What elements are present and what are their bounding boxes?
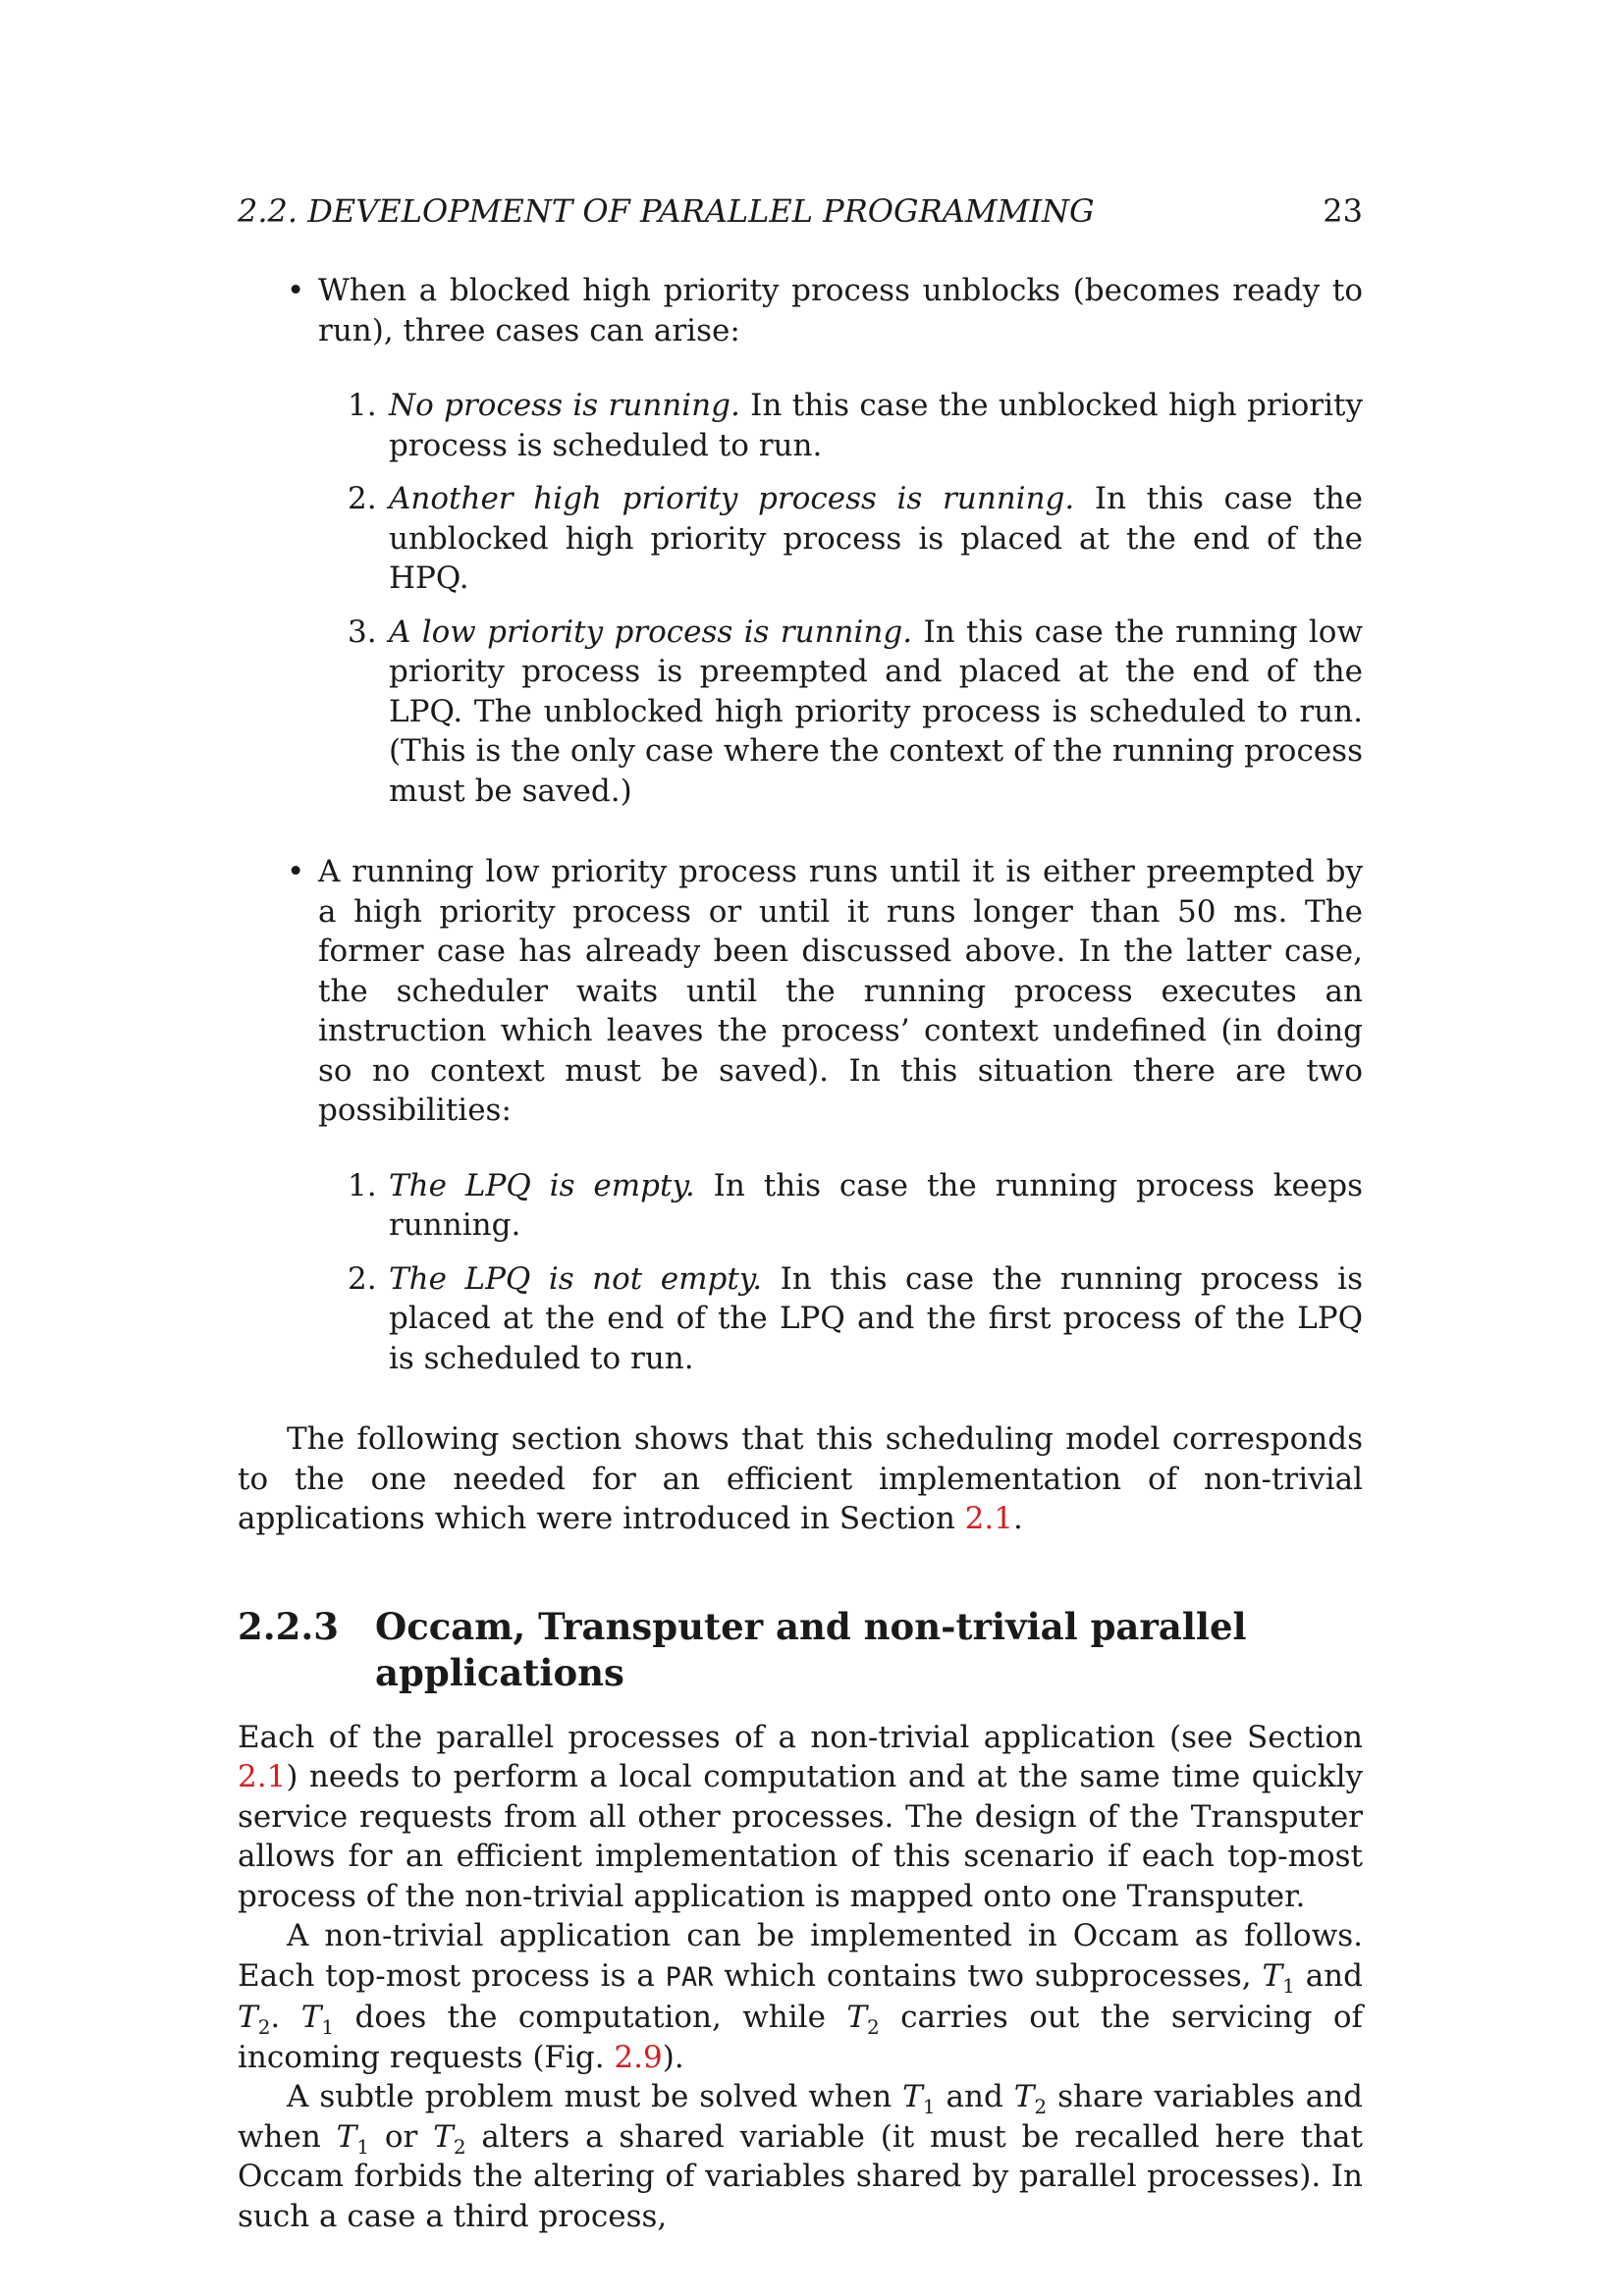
case-text: In this case the running low priority process is preempted and placed at the end of the LPQ. The unblocked high priority process is scheduled to run. (This is the only case where the context of the running process must be saved.): [389, 614, 1364, 809]
section-link[interactable]: 2.1: [964, 1501, 1013, 1536]
bullet-item-unblock: [238, 271, 1363, 811]
section-link[interactable]: 2.1: [238, 1759, 287, 1794]
paragraph-text: and: [935, 2079, 1014, 2114]
list-number: 2.: [348, 481, 377, 516]
paragraph-text: ) needs to perform a local computation and at the same time quickly service requests from all other processes. The design of the Transputer allows for an efficient implementation of this scenario if each top-most process of the non-trivial application is mapped onto one Transputer.: [238, 1759, 1363, 1914]
math-sub: 1: [356, 2134, 370, 2159]
paragraph-text: A subtle problem must be solved when: [287, 2079, 903, 2114]
case-title: Another high priority process is running.: [389, 481, 1075, 516]
paragraph-text: A non-trivial application can be implemented in Occam as follows. Each top-most process is a: [238, 1918, 1363, 1994]
list-item: [318, 1259, 1363, 1379]
paragraph-2: [238, 1916, 1363, 2077]
paragraph-text: .: [270, 2000, 301, 2035]
section-heading: [238, 1604, 1363, 1696]
math-var: T: [300, 2000, 322, 2035]
math-sub: 1: [321, 2015, 335, 2040]
math-var: T: [1013, 2079, 1035, 2114]
paragraph-text: does the computation, while: [334, 2000, 847, 2035]
paragraph-text: and: [1294, 1957, 1363, 1994]
case-list: [318, 386, 1363, 811]
math-var: T: [238, 2000, 258, 2035]
case-text: In this case the running process is placed at the end of the LPQ and the first process of the LPQ is scheduled to run.: [389, 1260, 1364, 1376]
list-item: [318, 386, 1363, 465]
case-text: In this case the running process keeps running.: [389, 1167, 1363, 1243]
paragraph-text: alters a shared variable (it must be recalled here that Occam forbids the altering of variables shared by parallel processes). In such a case a third process,: [238, 2118, 1363, 2234]
paragraph-1: [238, 1718, 1363, 1917]
paragraph-text: which contains two subprocesses,: [713, 1957, 1263, 1994]
paragraph-3: [238, 2077, 1363, 2236]
header-section-title: 2.2. DEVELOPMENT OF PARALLEL PROGRAMMING: [238, 192, 1095, 230]
math-sub: 2: [1034, 2095, 1048, 2119]
paragraph-text: The following section shows that this scheduling model corresponds to the one needed for an efficient implementation of non-trivial applications which were introduced in Section: [238, 1421, 1363, 1536]
math-var: T: [336, 2118, 357, 2155]
bullet-intro: When a blocked high priority process unblocks (becomes ready to run), three cases can arise:: [318, 273, 1363, 348]
case-text: In this case the unblocked high priority process is scheduled to run.: [389, 388, 1363, 463]
code-keyword: PAR: [665, 1961, 714, 1993]
paragraph-text: Each of the parallel processes of a non-trivial application (see Section: [238, 1719, 1363, 1755]
list-item: [318, 1166, 1363, 1246]
bullet-icon: •: [287, 273, 305, 308]
bullet-list: [238, 271, 1363, 1378]
page: [238, 192, 1363, 2236]
list-number: 3.: [348, 614, 377, 650]
case-text: In this case the unblocked high priority process is placed at the end of the HPQ.: [389, 481, 1363, 596]
running-header: [238, 192, 1363, 230]
list-item: [318, 613, 1363, 812]
math-var: T: [846, 2000, 868, 2035]
math-var: T: [433, 2118, 454, 2155]
paragraph-following-section: [238, 1419, 1363, 1539]
case-title: The LPQ is empty.: [389, 1167, 695, 1203]
case-title: The LPQ is not empty.: [389, 1260, 763, 1297]
list-item: [318, 479, 1363, 599]
paragraph-text: .: [1012, 1501, 1023, 1536]
math-sub: 1: [922, 2095, 936, 2119]
list-number: 1.: [348, 388, 377, 423]
math-sub: 2: [867, 2015, 880, 2040]
math-sub: 2: [257, 2015, 271, 2040]
paragraph-text: or: [369, 2118, 434, 2155]
math-var: T: [902, 2079, 923, 2114]
bullet-item-low-priority: [238, 852, 1363, 1378]
case-list: [318, 1166, 1363, 1379]
paragraph-text: carries out the servicing of incoming requests (Fig.: [238, 2000, 1363, 2075]
section-title: Occam, Transputer and non-trivial parallel applications: [375, 1604, 1247, 1694]
figure-link[interactable]: 2.9: [614, 2039, 663, 2075]
math-var: T: [1262, 1957, 1283, 1994]
bullet-icon: •: [287, 854, 305, 889]
math-sub: 2: [453, 2134, 466, 2159]
paragraph-text: ).: [662, 2039, 684, 2075]
math-sub: 1: [1282, 1973, 1295, 1998]
list-number: 2.: [348, 1260, 377, 1297]
section-number: 2.2.3: [238, 1604, 339, 1648]
bullet-intro: A running low priority process runs until it is either preempted by a high priority process or until it runs longer than 50 ms. The former case has already been discussed above. In the latter case, the scheduler waits until the running process executes an instruction which leaves the process’ context undefined (in doing so no context must be saved). In this situation there are two possibilities:: [318, 854, 1363, 1128]
page-number: 23: [1323, 192, 1363, 230]
case-title: A low priority process is running.: [389, 614, 913, 650]
list-number: 1.: [348, 1167, 377, 1203]
paragraph-text: share variables and when: [238, 2079, 1364, 2155]
case-title: No process is running.: [389, 388, 740, 423]
